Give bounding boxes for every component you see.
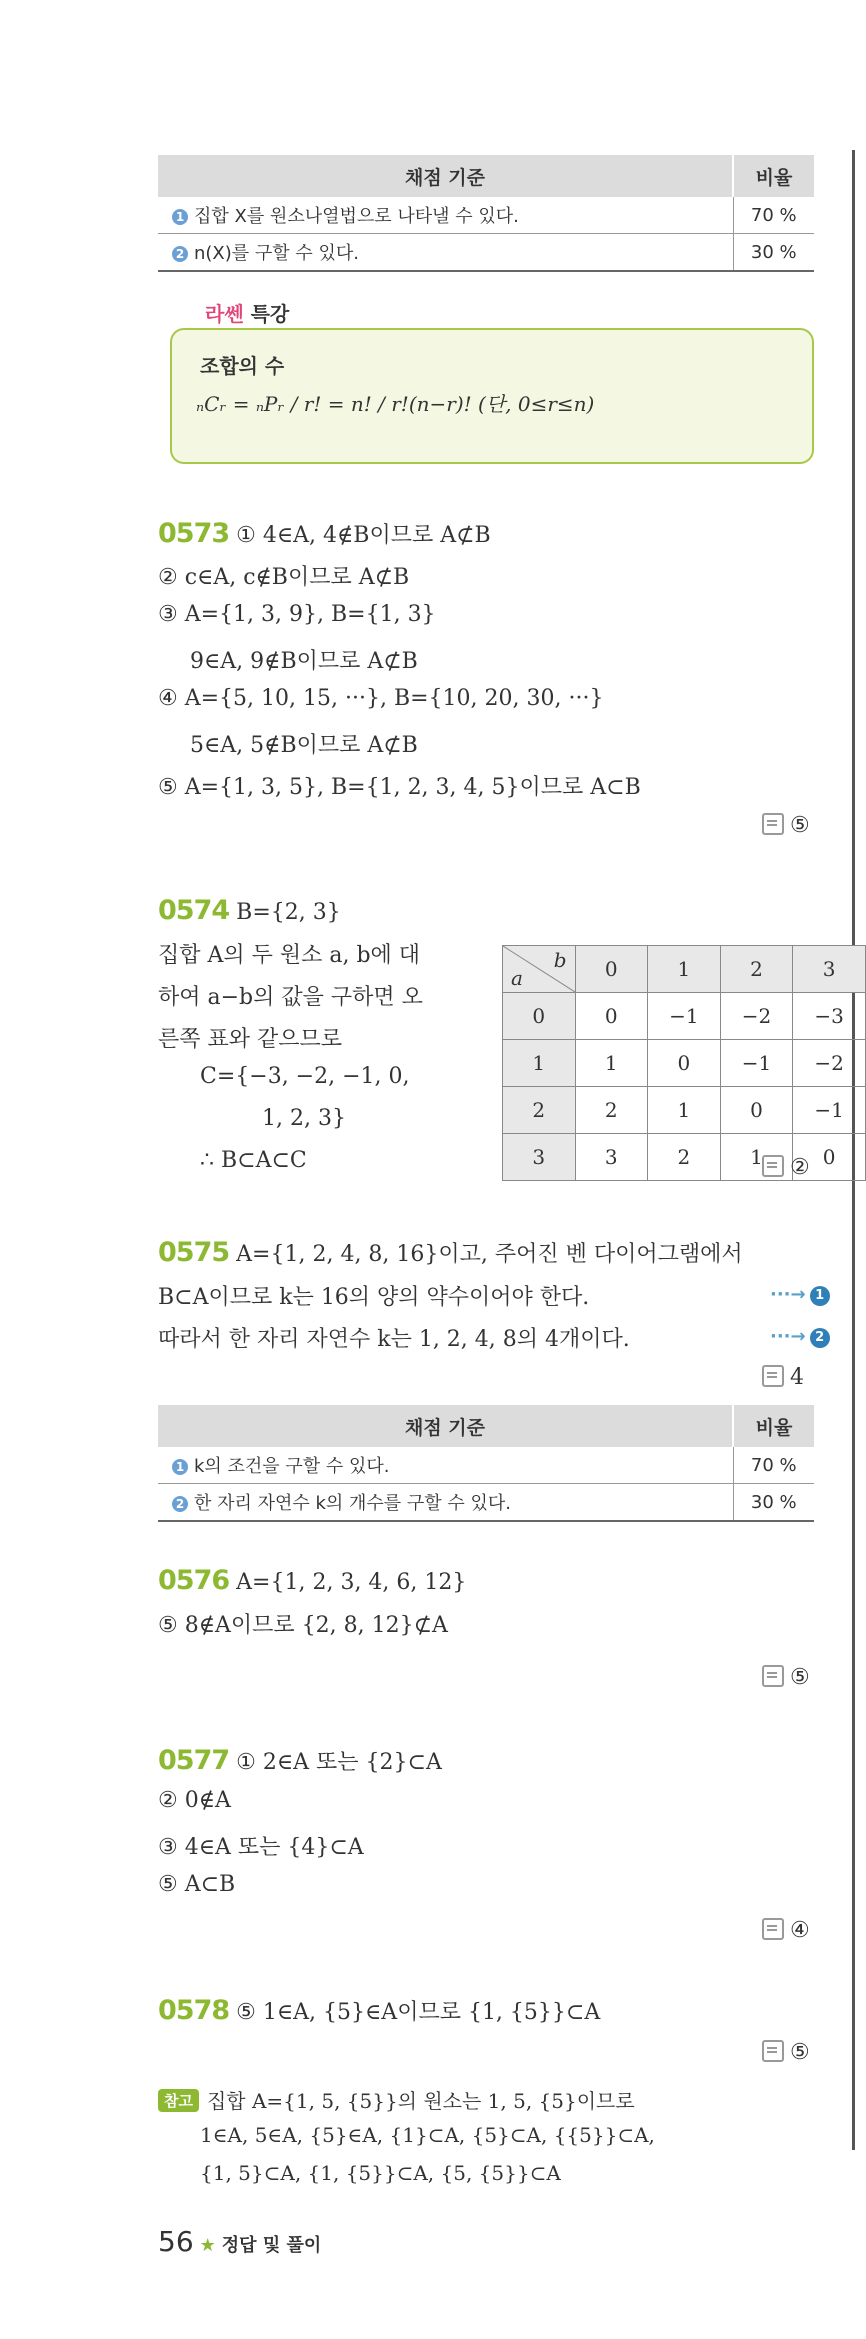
problem-0573-line-2: ② c∈A, c∉B이므로 A⊄B [158, 565, 410, 590]
problem-0574-text-3: 른쪽 표와 같으므로 [158, 1027, 343, 1052]
problem-0574-text-5: 1, 2, 3} [262, 1106, 346, 1131]
answer-icon [762, 1365, 784, 1387]
problem-0574-text-1: 집합 A의 두 원소 a, b에 대 [158, 943, 421, 968]
problem-number: 0578 [158, 1995, 230, 2026]
answer-icon [762, 1918, 784, 1940]
lecture-tab-brand: 라쎈 [205, 302, 244, 326]
criteria-text: n(X)를 구할 수 있다. [194, 243, 359, 264]
grading-table-2 [158, 1405, 814, 1522]
note-line-1: 참고 집합 A={1, 5, {5}}의 원소는 1, 5, {5}이므로 [158, 2085, 635, 2114]
table-corner [503, 946, 576, 993]
table-cell: −1 [720, 1040, 793, 1087]
col-header: 1 [648, 946, 721, 993]
table-cell: −3 [793, 993, 866, 1040]
step-number-icon: 2 [172, 246, 188, 262]
table-cell: −2 [720, 993, 793, 1040]
table-cell: −2 [793, 1040, 866, 1087]
table-cell: 0 [720, 1087, 793, 1134]
answer-0575: 4 [762, 1365, 804, 1390]
problem-0577-line-3: ③ 4∈A 또는 {4}⊂A [158, 1835, 364, 1860]
problem-0575-line-2: B⊂A이므로 k는 16의 양의 약수이어야 한다. [158, 1285, 590, 1310]
problem-0574-text-4: C={−3, −2, −1, 0, [200, 1064, 410, 1089]
difference-table [502, 945, 866, 1181]
problem-0578-line-1: 0578 ⑤ 1∈A, {5}∈A이므로 {1, {5}}⊂A [158, 1995, 601, 2026]
problem-0574-text-2: 하여 a−b의 값을 구하면 오 [158, 985, 423, 1010]
problem-0577-line-2: ② 0∉A [158, 1788, 231, 1813]
problem-0573-line-6: 5∈A, 5∉B이므로 A⊄B [190, 733, 418, 758]
lecture-tab [205, 298, 289, 327]
grading-header-criteria: 채점 기준 [158, 155, 733, 197]
criteria-text: 한 자리 자연수 k의 개수를 구할 수 있다. [194, 1493, 512, 1514]
problem-0575-line-1: 0575 A={1, 2, 4, 8, 16}이고, 주어진 벤 다이어그램에서 [158, 1237, 743, 1268]
lecture-formula: ₙCᵣ = ₙPᵣ / r! = n! / r!(n−r)! (단, 0≤r≤n) [196, 392, 595, 416]
step-number-icon: 1 [172, 1459, 188, 1475]
criteria-text: k의 조건을 구할 수 있다. [194, 1456, 390, 1477]
table-cell: 2 [648, 1134, 721, 1181]
table-cell: 1 [575, 1040, 648, 1087]
answer-icon [762, 1155, 784, 1177]
table-cell: 1 [720, 1134, 793, 1181]
table-cell: 0 [648, 1040, 721, 1087]
table-cell: 0 [575, 993, 648, 1040]
grading-table-1 [158, 155, 814, 272]
criteria-text: 집합 X를 원소나열법으로 나타낼 수 있다. [194, 206, 519, 227]
ratio-cell: 70 % [733, 197, 814, 234]
problem-0573-line-1: 0573 ① 4∈A, 4∉B이므로 A⊄B [158, 518, 491, 549]
problem-0573-line-5: ④ A={5, 10, 15, ···}, B={10, 20, 30, ···} [158, 686, 604, 711]
answer-icon [762, 1665, 784, 1687]
problem-0574-text-6: ∴ B⊂A⊂C [200, 1148, 307, 1173]
problem-0576-line-2: ⑤ 8∉A이므로 {2, 8, 12}⊄A [158, 1613, 448, 1638]
table-row [158, 197, 814, 234]
problem-number: 0575 [158, 1237, 230, 1268]
note-line-2: 1∈A, 5∈A, {5}∈A, {1}⊂A, {5}⊂A, {{5}}⊂A, [200, 2123, 655, 2147]
problem-0575-line-3: 따라서 한 자리 자연수 k는 1, 2, 4, 8의 4개이다. [158, 1327, 630, 1352]
ratio-cell: 30 % [733, 1484, 814, 1522]
row-header: 1 [503, 1040, 576, 1087]
note-line-3: {1, 5}⊂A, {1, {5}}⊂A, {5, {5}}⊂A [200, 2161, 561, 2185]
lecture-tab-label: 특강 [250, 302, 290, 326]
table-cell: 3 [575, 1134, 648, 1181]
table-cell: 1 [648, 1087, 721, 1134]
table-row [503, 993, 866, 1040]
row-header: 3 [503, 1134, 576, 1181]
step-marker-2: ···→ 2 [770, 1326, 836, 1348]
corner-a: a [511, 966, 523, 990]
grading-header-ratio: 비율 [733, 1405, 814, 1447]
problem-0574-line-1: 0574 B={2, 3} [158, 895, 341, 926]
lecture-title: 조합의 수 [200, 354, 285, 378]
problem-number: 0573 [158, 518, 230, 549]
answer-0576: ⑤ [762, 1665, 810, 1690]
problem-number: 0574 [158, 895, 230, 926]
table-row [158, 234, 814, 272]
page-footer [158, 2225, 321, 2258]
table-row [503, 1087, 866, 1134]
table-row [158, 1447, 814, 1484]
star-icon: ★ [199, 2235, 216, 2256]
step-number-icon: 1 [172, 209, 188, 225]
col-header: 0 [575, 946, 648, 993]
problem-0577-line-4: ⑤ A⊂B [158, 1872, 236, 1897]
ratio-cell: 30 % [733, 234, 814, 272]
col-header: 2 [720, 946, 793, 993]
answer-0573: ⑤ [762, 813, 810, 838]
table-cell: 2 [575, 1087, 648, 1134]
table-row [158, 1484, 814, 1522]
step-marker-1: ···→ 1 [770, 1284, 836, 1306]
table-row [503, 1134, 866, 1181]
row-header: 2 [503, 1087, 576, 1134]
problem-0573-line-7: ⑤ A={1, 3, 5}, B={1, 2, 3, 4, 5}이므로 A⊂B [158, 775, 641, 800]
problem-0573-line-3: ③ A={1, 3, 9}, B={1, 3} [158, 602, 436, 627]
table-cell: 0 [793, 1134, 866, 1181]
problem-0576-line-1: 0576 A={1, 2, 3, 4, 6, 12} [158, 1565, 467, 1596]
table-cell: −1 [648, 993, 721, 1040]
answer-0574: ② [762, 1155, 810, 1180]
grading-header-criteria: 채점 기준 [158, 1405, 733, 1447]
answer-icon [762, 2040, 784, 2062]
problem-0577-line-1: 0577 ① 2∈A 또는 {2}⊂A [158, 1745, 442, 1776]
row-header: 0 [503, 993, 576, 1040]
answer-0577: ④ [762, 1918, 810, 1943]
step-number-icon: 2 [172, 1496, 188, 1512]
footer-title: 정답 및 풀이 [221, 2235, 322, 2256]
grading-header-ratio: 비율 [733, 155, 814, 197]
corner-b: b [553, 948, 567, 972]
note-badge: 참고 [158, 2089, 199, 2112]
problem-0573-line-4: 9∈A, 9∉B이므로 A⊄B [190, 649, 418, 674]
table-cell: −1 [793, 1087, 866, 1134]
step-number-icon: 1 [810, 1286, 830, 1306]
answer-0578: ⑤ [762, 2040, 810, 2065]
step-number-icon: 2 [810, 1328, 830, 1348]
table-row [503, 1040, 866, 1087]
answer-icon [762, 813, 784, 835]
page-number: 56 [158, 2225, 194, 2258]
ratio-cell: 70 % [733, 1447, 814, 1484]
problem-number: 0577 [158, 1745, 230, 1776]
col-header: 3 [793, 946, 866, 993]
problem-number: 0576 [158, 1565, 230, 1596]
